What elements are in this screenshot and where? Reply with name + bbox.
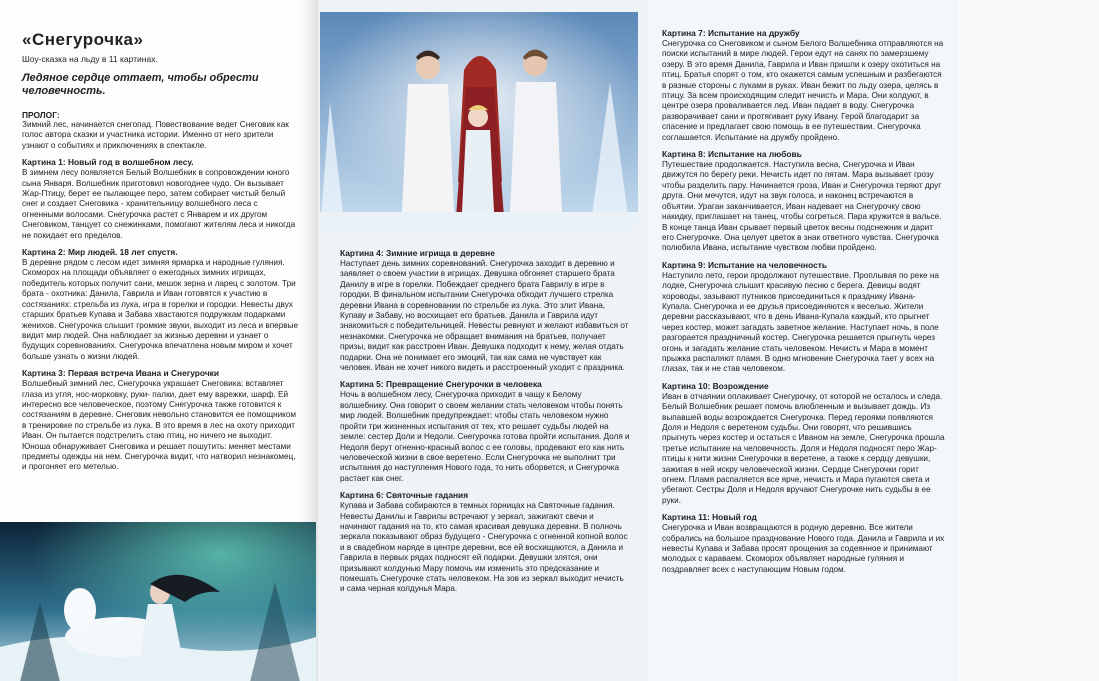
- scene-3-text: Волшебный зимний лес, Снегурочка украшает Снеговика: вставляет глаза из угля, нос-морковку, руки- палки, дает ему варежки, шарф. Ей интересно все человеческое, поэтому Снегурочка также готовится к состязаниям в деревне. Снеговик невольно становится ее помощником в тренировке по стрельбе из лука. В это время в лес на охоту приходит Иван. Он пытается подстрелить стаю птиц, но ничего не выходит. Юноша обнаруживает Снеговика и решает пошутить: меняет местами предметы одежды на нем. Снегурочка видит, что натворил незнакомец, и прогоняет его метелью.: [22, 379, 297, 472]
- scene-7-heading: Картина 7: Испытание на дружбу: [662, 28, 800, 38]
- scene-5-text: Ночь в волшебном лесу, Снегурочка приходит в чащу к Белому волшебнику. Она говорит о своем желании стать человеком чтобы понять мир людей. Волшебник предупреждает: чтобы стать человеком нужно пройти три жизненных испытания от тех, кто решает судьбы людей на земле: сестер Доли и Недоли. Снегурочка готова пройти испытания. Доля и Недоля берут огненно-красный волос с ее головы, продевают его как нить человеческой жизни в свое веретено. Если Снегурочка не выполнит три испытания до наступления Нового года, то нить оборвется, и Снегурочка растает как снег.: [340, 390, 630, 483]
- scene-8-heading: Картина 8: Испытание на любовь: [662, 149, 802, 160]
- scene-2-heading: Картина 2: Мир людей. 18 лет спустя.: [22, 247, 178, 258]
- scene-6-heading: Картина 6: Святочные гадания: [340, 490, 469, 501]
- scene-1-text: В зимнем лесу появляется Белый Волшебник в сопровождении юного сына Января. Волшебник приготовил новогоднее чудо. Он вызывает Жар-Птицу, берет ее пылающее перо, затем собирает чистый белый снег и создает Снеговика - хранительницу волшебного леса с огненными волосами. Снегурочка растет с Январем и их другом Снеговиком, танцует со снежинками, помогают жителям леса и никогда не покидает его пределов.: [22, 168, 296, 240]
- scene-3-heading: Картина 3: Первая встреча Ивана и Снегурочки: [22, 368, 220, 379]
- scene-7-text: Снегурочка со Снеговиком и сыном Белого Волшебника отправляются на поиски испытаний в мире людей. Герои едут на санях по замерзшему озеру. В это время Данила, Гаврила и Иван пришли к озеру охотиться на птиц. Братья спорят о том, кто окажется самым успешным и разбегаются в разные стороны с луками в руках. Иван бежит по льду озера, целясь в птицу. За всем происходящим следит нечисть и Мара. Они колдуют, в центре озера проваливается лед. Иван падает в воду. Снегурочка разворачивает сани и протягивает руку Ивану. Герой благодарит за спасение и предлагает свою помощь в ее путешествии. Снегурочка соглашается. Испытание на дружбу пройдено.: [662, 39, 944, 142]
- snow-maiden-wolf-photo: [0, 522, 316, 681]
- scene-2-text: В деревне рядом с лесом идет зимняя ярмарка и народные гуляния. Скоморох на площади объявляет о ежегодных зимних игрищах, победитель которых получит сани, мешок зерна и ларец с золотом. Три брата - охотника: Данила, Гаврила и Иван готовятся к участию в состязаниях: стрельба из лука, игра в горелки и городки. Невесты двух старших братьев Купава и Забава хвастаются подружкам подарками женихов. Снегурочка слышит громкие звуки, выходит из леса и впервые видит мир людей. Она наблюдает за жизнью деревни и узнает о будущих соревнованиях. Снегурочка впечатлена новым миром и хочет больше узнать о жизни людей.: [22, 258, 299, 361]
- scene-9-heading: Картина 9: Испытание на человечность: [662, 259, 827, 270]
- document-subtitle: Шоу-сказка на льду в 11 картинах.: [22, 54, 158, 64]
- scene-4-text: Наступает день зимних соревнований. Снегурочка заходит в деревню и заявляет о своем участии в игрищах. Девушка обгоняет старшего брата Данилу в игре в горелки. Побеждает среднего брата Гаврилу в игре в городки. В финальном испытании Снегурочка обходит лучшего стрелка деревни Ивана в соревновании по стрельбе из лука. Это злит Ивана, Купаву и Забаву, но восхищает его братьев. Данила и Гаврила идут знакомиться с победительницей. Невесты ревнуют и желают избавиться от незнакомки. Снегурочка не обращает внимания на братьев, получает призы, видит как расстроен Иван. Девушка подходит к нему, желая отдать подарки. Она не понимает его эмоций, так как сама не чувствует как человек. Иван не хочет никого видеть и расстроенный уходит с праздника.: [340, 259, 629, 373]
- scene-4-heading: Картина 4: Зимние игрища в деревне: [340, 248, 495, 258]
- scene-1-heading: Картина 1: Новый год в волшебном лесу.: [22, 157, 194, 168]
- page-middle-text: [340, 242, 630, 595]
- scene-5-heading: Картина 5: Превращение Снегурочки в человека: [340, 379, 542, 390]
- tagline: Ледяное сердце оттает, чтобы обрести человечность.: [22, 72, 259, 97]
- scan-background: [958, 0, 1099, 681]
- page-left-text: [22, 30, 300, 473]
- scene-11-heading: Картина 11: Новый год: [662, 512, 757, 523]
- prolog-heading: ПРОЛОГ:: [22, 110, 60, 120]
- scene-9-text: Наступило лето, герои продолжают путешествие. Проплывая по реке на лодке, Снегурочка слышит красивую песню с берега. Девицы водят хороводы, зазывают путников присоединиться к празднику Ивана-Купала. Снегурочка и ее друзья присоединяются к веселью. Жители деревни рассказывают, что в день Ивана-Купала каждый, кто прыгнет через костер, может загадать заветное желание. Наступает ночь, в поле разгорается праздничный костер. Снегурочка решается прыгнуть через огонь и загадать желание стать человеком. Нечисть и Мара в момент прыжка распаляют пламя. В одно мгновение Снегурочка тает у всех на глазах, так и не став человеком.: [662, 270, 939, 374]
- scene-10-heading: Картина 10: Возрождение: [662, 380, 769, 391]
- scene-11-text: Снегурочка и Иван возвращаются в родную деревню. Все жители собрались на большое празднование Нового года. Данила и Гаврила и их невесты Купава и Забава просят прощения за содеянное и принимают молодых с караваем. Скоморох объявляет народные гуляния и поздравляет всех с наступающим Новым годом.: [662, 523, 945, 574]
- scene-6-text: Купава и Забава собираются в темных горницах на Святочные гадания. Невесты Данилы и Гаврилы встречают у зеркал, зажигают свечи и начинают гадания на то, кто самая красивая девушка деревни. В полночь зеркала показывают образ будущего - Снегурочка с огненной копной волос и в свадебном наряде в центре деревни, все ей восхищаются, а Данила и Гаврила в первых рядах подносят ей подарки. Девушки злятся, они призывают колдунью Мару помочь им изменить это предсказание и помешать Снегурочке стать человеком. На зов из зеркал выходит нечисть и сама черная колдунья Мара.: [340, 501, 628, 594]
- page-right: [648, 0, 958, 681]
- prolog-text: Зимний лес, начинается снегопад. Повествование ведет Снеговик как голос автора сказки и участника истории. Именно от него зрители узнают о событиях и приключениях в спектакле.: [22, 120, 289, 150]
- document-title: «Снегурочка»: [22, 30, 144, 49]
- scene-10-text: Иван в отчаянии оплакивает Снегурочку, от которой не осталось и следа. Белый Волшебник решает помочь влюбленным и вызывает дождь. Из выпавшей воды возрождается Снегурочка. Перед героями появляются Доля и Недоля с веретеном судьбы. Они говорят, что решившись прыгнуть через костер и остаться с Иваном на земле, Снегурочка прошла третье испытание на человечность. Доля и Недоля подносят перо Жар-птицы к нити жизни Снегурочки в веретене, а также к сердцу девушки, зажигая в ней искру человеческой жизни. Сердце Снегурочки горит огнем. Пламя распаляется все ярче, нечисть и Мара пугаются света и убегают. Сестры Доля и Недоля вручают Снегурочке нить судьбы в ее руки.: [662, 391, 945, 505]
- scene-8-text: Путешествие продолжается. Наступила весна, Снегурочка и Иван движутся по берегу реки. Нечисть идет по пятам. Мара вызывает грозу чтобы разделить пару. Начинается гроза, Иван и Снегурочка теряют друг друга. Они мечутся, идут на звук голоса, и наконец встречаются в объятии. Ураган заканчивается, Иван надевает на Снегурочку свою накидку, приглашает на танец, чтобы согреться. Пара кружится в вальсе. В конце танца Иван срывает первый цветок весны подснежник и дарит его Снегурочке. Она целует цветок в знак ответного чувства. Снегурочка полюбила Ивана, испытание чувством любви пройдено.: [662, 160, 942, 253]
- page-right-text: [662, 28, 945, 575]
- cast-photo: [320, 12, 638, 230]
